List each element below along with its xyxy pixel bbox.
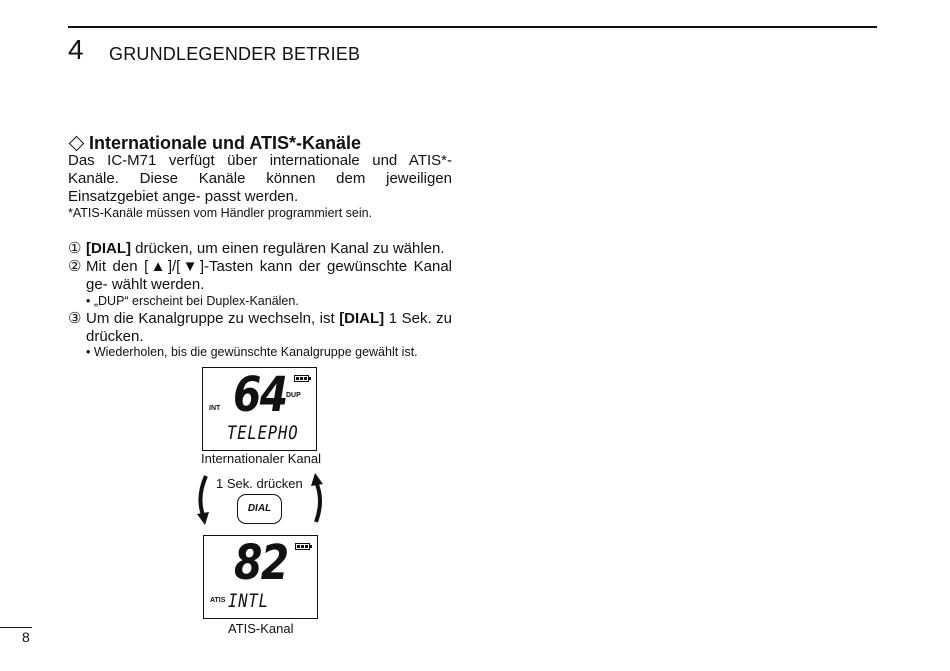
channel-number: 64 (233, 367, 287, 423)
dial-button[interactable]: DIAL (237, 494, 282, 524)
step-body: Mit den [▲]/[▼]-Tasten kann der gewünschte Kanal ge- wählt werden. (86, 258, 452, 293)
lcd-international (202, 367, 317, 451)
curved-arrow-down-icon (192, 472, 212, 528)
page-rule (0, 627, 32, 628)
page-number: 8 (22, 629, 30, 645)
channel-name: TELEPHO (227, 422, 299, 444)
top-rule (68, 26, 877, 28)
channel-name: INTL (228, 590, 269, 612)
step-text (86, 310, 452, 346)
chapter-title: GRUNDLEGENDER BETRIEB (109, 44, 361, 64)
diamond-icon (69, 135, 85, 151)
caption-international: Internationaler Kanal (201, 451, 321, 466)
step-number: ② (68, 258, 82, 275)
step-note: • „DUP“ erscheint bei Duplex-Kanälen. (86, 294, 299, 308)
curved-arrow-up-icon (308, 472, 328, 528)
channel-number: 82 (234, 535, 288, 591)
step-note: • Wiederholen, bis die gewünschte Kanalgruppe gewählt ist. (86, 345, 418, 359)
step-number: ① (68, 240, 82, 257)
chapter-number: 4 (68, 34, 84, 65)
dup-indicator: DUP (286, 392, 301, 399)
footnote: *ATIS-Kanäle müssen vom Händler programmiert sein. (68, 206, 373, 220)
step-body-pre: Um die Kanalgruppe zu wechseln, ist (86, 310, 340, 327)
press-label: 1 Sek. drücken (216, 476, 303, 491)
dial-key-label: [DIAL] (339, 310, 385, 327)
step-2 (68, 258, 452, 310)
atis-indicator: ATIS (210, 597, 226, 604)
battery-icon (295, 543, 313, 550)
step-text (86, 240, 452, 258)
int-indicator: INT (209, 405, 221, 412)
step-number: ③ (68, 310, 82, 327)
lcd-atis (203, 535, 318, 619)
section-title: Internationale und ATIS*-Kanäle (89, 133, 362, 153)
step-3 (68, 310, 452, 362)
dial-key-label: [DIAL] (86, 240, 131, 257)
step-1 (68, 240, 452, 258)
step-body: 1 Sek. zu drücken. (86, 310, 452, 345)
section-heading (68, 133, 361, 153)
battery-icon (294, 375, 312, 382)
step-body: drücken, um einen regulären Kanal zu wählen. (131, 240, 445, 257)
caption-atis: ATIS-Kanal (228, 621, 294, 636)
intro-paragraph: Das IC-M71 verfügt über internationale und ATIS*-Kanäle. Diese Kanäle können dem jeweiligen Einsatzgebiet ange- passt werden. (68, 152, 452, 205)
